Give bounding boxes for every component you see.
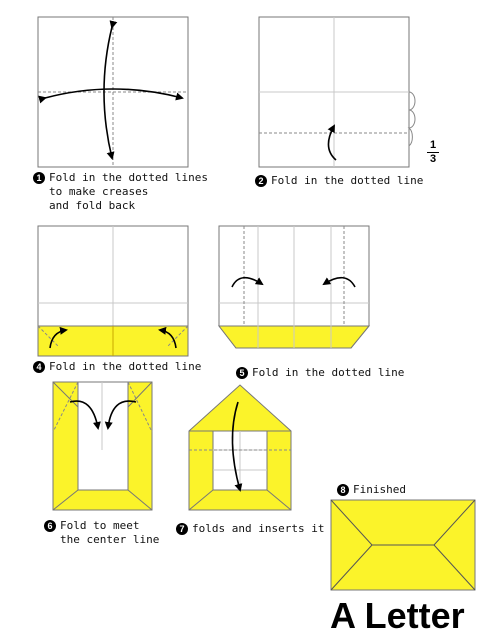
step-2-diagram — [259, 17, 415, 167]
step-number-badge: 5 — [236, 367, 248, 379]
step-number-badge: 7 — [176, 523, 188, 535]
step-2-caption — [255, 174, 423, 188]
step-7-caption — [176, 522, 324, 536]
fraction-numerator: 1 — [429, 139, 437, 151]
step-6-line-2: the center line — [60, 533, 160, 546]
step-6-caption — [44, 519, 159, 547]
step-4-caption — [33, 360, 201, 374]
step-5-caption — [236, 366, 404, 380]
step-4-diagram — [38, 226, 188, 356]
step-number-badge: 6 — [44, 520, 56, 532]
page-title: A Letter — [330, 595, 465, 636]
step-8-caption — [337, 483, 406, 497]
step-7-line-1: folds and inserts it — [192, 522, 325, 535]
step-8-diagram — [331, 500, 475, 590]
step-5-diagram — [219, 226, 369, 348]
step-number-badge: 1 — [33, 172, 45, 184]
step-5-line-1: Fold in the dotted line — [252, 366, 405, 379]
step-number-badge: 4 — [33, 361, 45, 373]
step-1-line-1: Fold in the dotted lines — [49, 171, 208, 184]
step-7-diagram — [189, 385, 291, 510]
step-2-line-1: Fold in the dotted line — [271, 174, 424, 187]
fraction-denominator: 3 — [429, 153, 437, 165]
step-1-diagram — [38, 17, 188, 167]
step-1-line-3: and fold back — [49, 199, 136, 212]
step-number-badge: 8 — [337, 484, 349, 496]
step-6-line-1: Fold to meet — [60, 519, 140, 532]
step-1-line-2: to make creases — [49, 185, 149, 198]
step-6-diagram — [53, 382, 152, 510]
step-number-badge: 2 — [255, 175, 267, 187]
fraction-label — [427, 140, 439, 165]
step-8-line-1: Finished — [353, 483, 406, 496]
step-4-line-1: Fold in the dotted line — [49, 360, 202, 373]
step-1-caption — [33, 171, 208, 213]
